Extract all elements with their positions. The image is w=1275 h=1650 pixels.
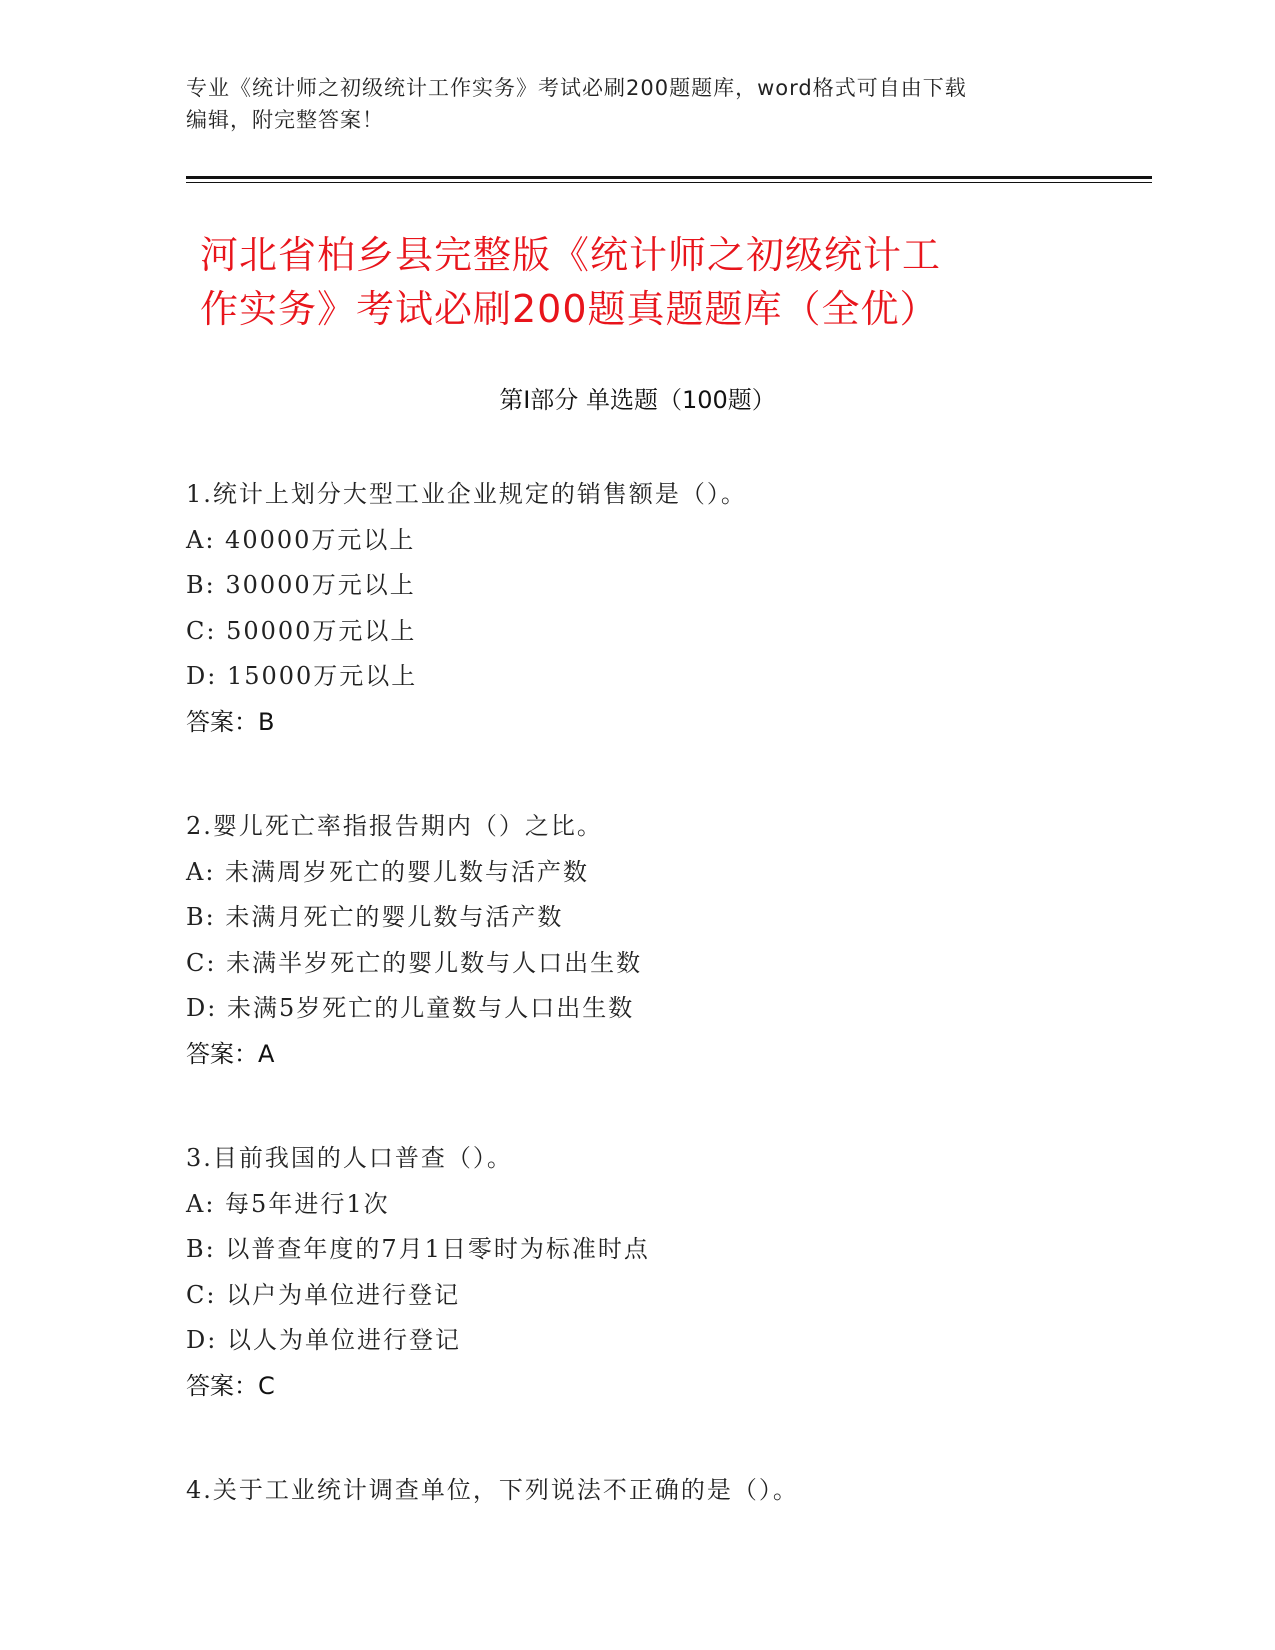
question-3 xyxy=(186,1136,1146,1409)
question-stem: 4.关于工业统计调查单位，下列说法不正确的是（）。 xyxy=(186,1476,799,1504)
option-a: A: 每5年进行1次 xyxy=(186,1189,390,1218)
answer: 答案：C xyxy=(186,1371,275,1400)
document-title-line-2: 作实务》考试必刷200题真题题库（全优） xyxy=(200,287,939,331)
question-4 xyxy=(186,1468,1146,1514)
option-a: A: 40000万元以上 xyxy=(186,525,416,554)
question-stem: 1.统计上划分大型工业企业规定的销售额是（）。 xyxy=(186,480,747,508)
header-divider-thick xyxy=(186,176,1152,179)
question-stem: 2.婴儿死亡率指报告期内（）之比。 xyxy=(186,812,603,840)
answer: 答案：A xyxy=(186,1039,275,1068)
option-b: B: 未满月死亡的婴儿数与活产数 xyxy=(186,903,564,931)
section-title: 第Ⅰ部分 单选题（100题） xyxy=(499,386,776,414)
option-c: C: 50000万元以上 xyxy=(186,616,417,645)
option-d: D: 15000万元以上 xyxy=(186,662,418,690)
question-2 xyxy=(186,804,1146,1077)
option-c: C: 以户为单位进行登记 xyxy=(186,1280,461,1309)
header-note-line-1: 专业《统计师之初级统计工作实务》考试必刷200题题库，word格式可自由下载 xyxy=(186,76,967,100)
header-divider-thin xyxy=(186,182,1152,183)
header-note xyxy=(186,72,1086,136)
question-1 xyxy=(186,472,1146,745)
option-b: B: 30000万元以上 xyxy=(186,571,416,599)
option-d: D: 以人为单位进行登记 xyxy=(186,1326,461,1354)
document-title xyxy=(200,228,1080,336)
option-a: A: 未满周岁死亡的婴儿数与活产数 xyxy=(186,857,590,886)
option-c: C: 未满半岁死亡的婴儿数与人口出生数 xyxy=(186,948,643,977)
document-title-line-1: 河北省柏乡县完整版《统计师之初级统计工 xyxy=(200,233,942,277)
header-note-line-2: 编辑，附完整答案！ xyxy=(186,108,384,132)
question-stem: 3.目前我国的人口普查（）。 xyxy=(186,1144,513,1172)
answer: 答案：B xyxy=(186,707,275,736)
question-list xyxy=(186,472,1146,1573)
option-d: D: 未满5岁死亡的儿童数与人口出生数 xyxy=(186,994,635,1022)
option-b: B: 以普查年度的7月1日零时为标准时点 xyxy=(186,1235,650,1263)
